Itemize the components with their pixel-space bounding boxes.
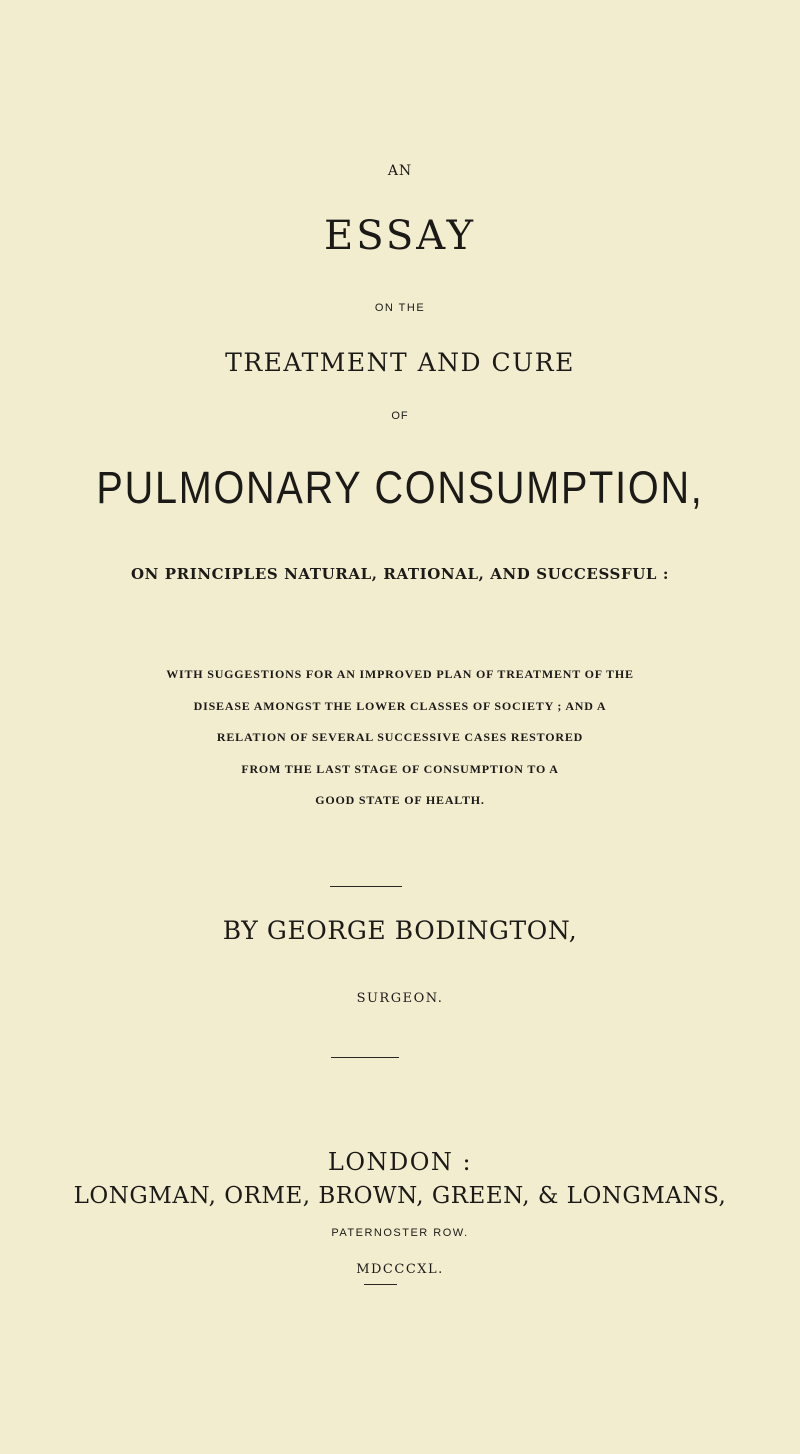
author-name: BY GEORGE BODINGTON, [222,916,578,945]
suggestions-line: GOOD STATE OF HEALTH. [315,793,485,807]
suggestions-line: RELATION OF SEVERAL SUCCESSIVE CASES RESTORED [216,730,584,744]
imprint-publisher: LONGMAN, ORME, BROWN, GREEN, & LONGMANS, [73,1183,727,1209]
suggestions-line: DISEASE AMONGST THE LOWER CLASSES OF SOCIETY ; AND A [193,699,607,713]
article-word: AN [387,163,413,179]
of-line: OF [391,410,409,422]
suggestions-line: WITH SUGGESTIONS FOR AN IMPROVED PLAN OF TREATMENT OF THE [166,667,634,681]
divider-rule [331,1057,399,1058]
essay-heading: ESSAY [324,213,476,259]
imprint-date: MDCCCXL. [356,1262,444,1277]
divider-rule [330,886,402,887]
divider-rule [364,1284,397,1285]
treatment-heading: TREATMENT AND CURE [225,348,575,377]
author-title: SURGEON. [356,991,444,1006]
imprint-city: LONDON : [327,1148,473,1176]
on-the-line: ON THE [374,302,426,314]
principles-subtitle: ON PRINCIPLES NATURAL, RATIONAL, AND SUCCESSFUL : [130,565,670,583]
main-title: PULMONARY CONSUMPTION, [96,462,704,513]
suggestions-line: FROM THE LAST STAGE OF CONSUMPTION TO A [241,762,559,776]
imprint-address: PATERNOSTER ROW. [331,1227,469,1239]
